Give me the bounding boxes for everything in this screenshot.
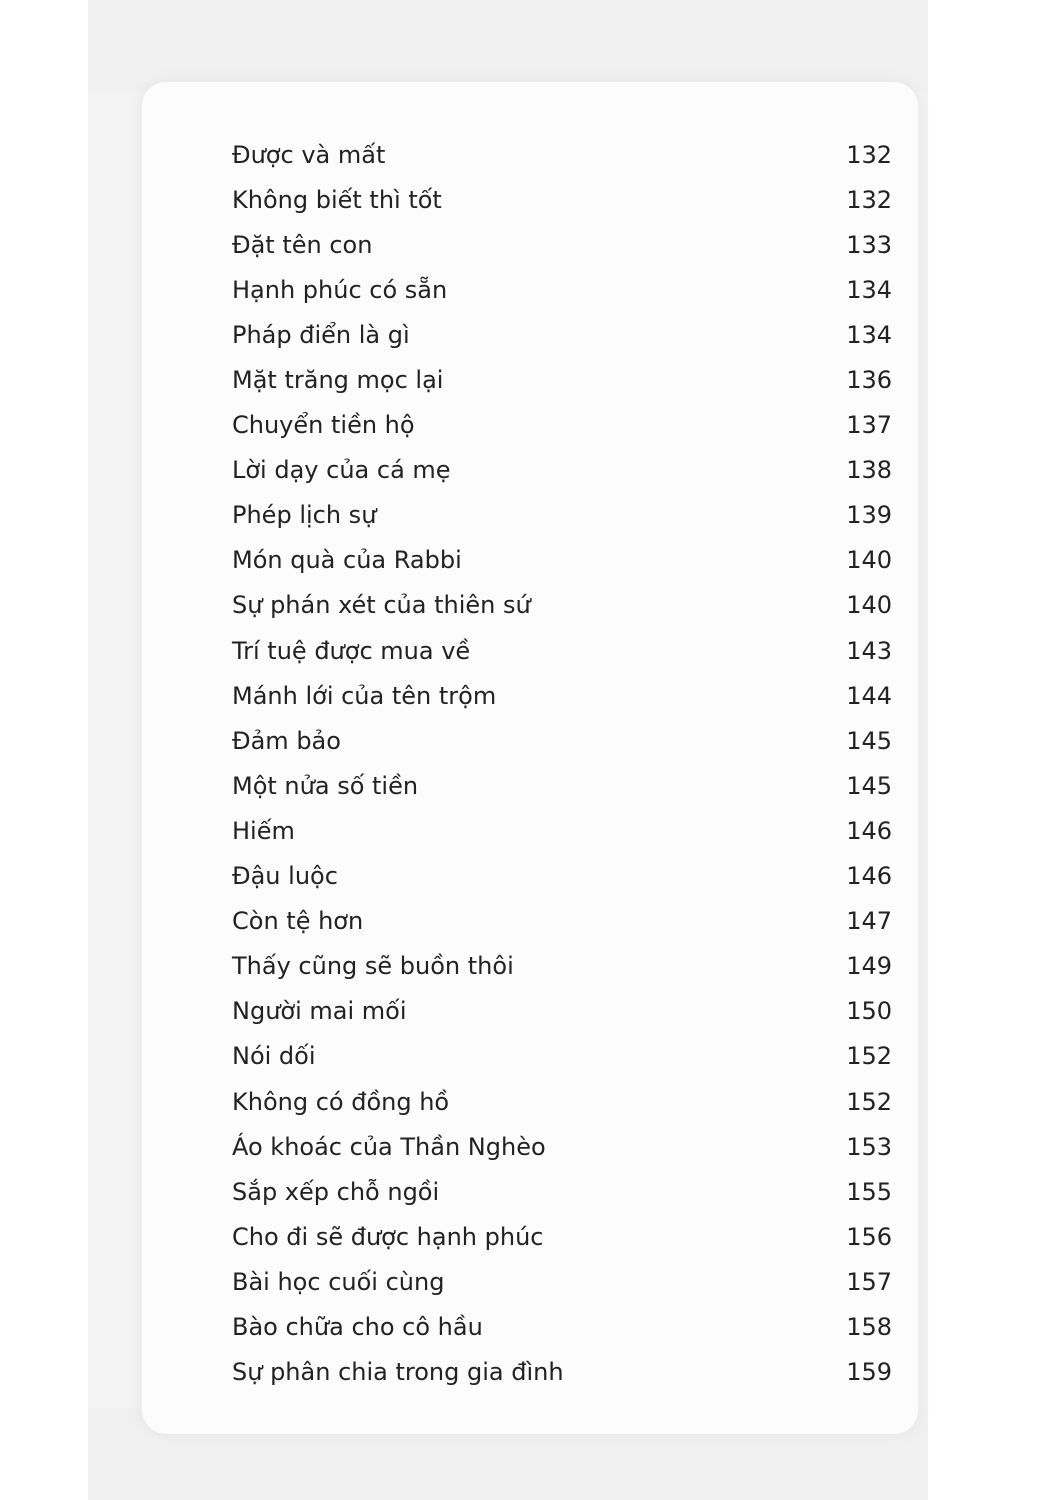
toc-page-number: 150 <box>846 997 892 1026</box>
toc-entry-title: Hạnh phúc có sẵn <box>232 275 448 304</box>
toc-entry-title: Nói dối <box>232 1042 316 1071</box>
toc-page-number: 137 <box>846 411 892 440</box>
toc-entry-title: Sắp xếp chỗ ngồi <box>232 1177 440 1206</box>
toc-entry-title: Bài học cuối cùng <box>232 1267 445 1296</box>
table-row <box>232 493 892 538</box>
toc-entry-title: Cho đi sẽ được hạnh phúc <box>232 1222 544 1251</box>
toc-entry-title: Đậu luộc <box>232 862 338 891</box>
toc-page-number: 138 <box>846 456 892 485</box>
table-row <box>232 899 892 944</box>
toc-entry-title: Bào chữa cho cô hầu <box>232 1312 483 1341</box>
toc-entry-title: Đặt tên con <box>232 230 373 259</box>
toc-page-number: 152 <box>846 1042 892 1071</box>
table-row <box>232 1169 892 1214</box>
table-row <box>232 989 892 1034</box>
toc-entry-title: Một nửa số tiền <box>232 771 419 800</box>
toc-page-number: 134 <box>846 320 892 349</box>
table-row <box>232 357 892 402</box>
toc-entry-title: Còn tệ hơn <box>232 907 364 936</box>
toc-entry-title: Hiếm <box>232 816 295 845</box>
toc-page-number: 136 <box>846 366 892 395</box>
toc-entry-title: Trí tuệ được mua về <box>232 636 471 665</box>
table-row <box>232 1214 892 1259</box>
table-row <box>232 808 892 853</box>
table-row <box>232 673 892 718</box>
table-row <box>232 177 892 222</box>
toc-page-number: 140 <box>846 591 892 620</box>
table-row <box>232 132 892 177</box>
table-row <box>232 1124 892 1169</box>
toc-page-number: 152 <box>846 1087 892 1116</box>
toc-page-number: 143 <box>846 636 892 665</box>
toc-entry-title: Mặt trăng mọc lại <box>232 366 444 395</box>
toc-entry-title: Người mai mối <box>232 997 407 1026</box>
toc-entry-title: Mánh lới của tên trộm <box>232 681 497 710</box>
table-row <box>232 1079 892 1124</box>
toc-entry-title: Phép lịch sự <box>232 501 377 530</box>
toc-page-number: 146 <box>846 816 892 845</box>
toc-page-number: 155 <box>846 1177 892 1206</box>
toc-entry-title: Món quà của Rabbi <box>232 546 462 575</box>
toc-entry-title: Không có đồng hồ <box>232 1087 450 1116</box>
toc-page-number: 145 <box>846 726 892 755</box>
table-row <box>232 763 892 808</box>
table-row <box>232 222 892 267</box>
top-paper-band <box>88 0 928 92</box>
toc-page-number: 158 <box>846 1312 892 1341</box>
table-row <box>232 854 892 899</box>
table-row <box>232 718 892 763</box>
toc-page-number: 147 <box>846 907 892 936</box>
toc-page-number: 132 <box>846 140 892 169</box>
table-row <box>232 267 892 312</box>
toc-entry-title: Pháp điển là gì <box>232 320 410 349</box>
toc-entry-title: Sự phân chia trong gia đình <box>232 1358 564 1387</box>
table-of-contents-list <box>232 132 892 1395</box>
toc-entry-title: Được và mất <box>232 140 386 169</box>
toc-page-number: 144 <box>846 681 892 710</box>
toc-entry-title: Đảm bảo <box>232 726 341 755</box>
toc-page-number: 153 <box>846 1132 892 1161</box>
table-row <box>232 583 892 628</box>
toc-entry-title: Thấy cũng sẽ buồn thôi <box>232 952 514 981</box>
table-row <box>232 312 892 357</box>
toc-page-number: 157 <box>846 1267 892 1296</box>
toc-entry-title: Không biết thì tốt <box>232 185 442 214</box>
toc-page-number: 132 <box>846 185 892 214</box>
toc-entry-title: Sự phán xét của thiên sứ <box>232 591 531 620</box>
toc-page-number: 133 <box>846 230 892 259</box>
toc-entry-title: Chuyển tiền hộ <box>232 411 415 440</box>
toc-entry-title: Áo khoác của Thần Nghèo <box>232 1132 546 1161</box>
toc-page-number: 146 <box>846 862 892 891</box>
toc-page-number: 140 <box>846 546 892 575</box>
table-row <box>232 1034 892 1079</box>
toc-page-number: 139 <box>846 501 892 530</box>
toc-entry-title: Lời dạy của cá mẹ <box>232 456 451 485</box>
table-row <box>232 403 892 448</box>
toc-page-number: 149 <box>846 952 892 981</box>
table-row <box>232 944 892 989</box>
table-row <box>232 1259 892 1304</box>
table-row <box>232 1350 892 1395</box>
toc-page-number: 156 <box>846 1222 892 1251</box>
table-row <box>232 538 892 583</box>
toc-page-number: 159 <box>846 1358 892 1387</box>
toc-page-number: 134 <box>846 275 892 304</box>
toc-page-number: 145 <box>846 771 892 800</box>
table-row <box>232 1304 892 1349</box>
table-row <box>232 628 892 673</box>
table-row <box>232 448 892 493</box>
